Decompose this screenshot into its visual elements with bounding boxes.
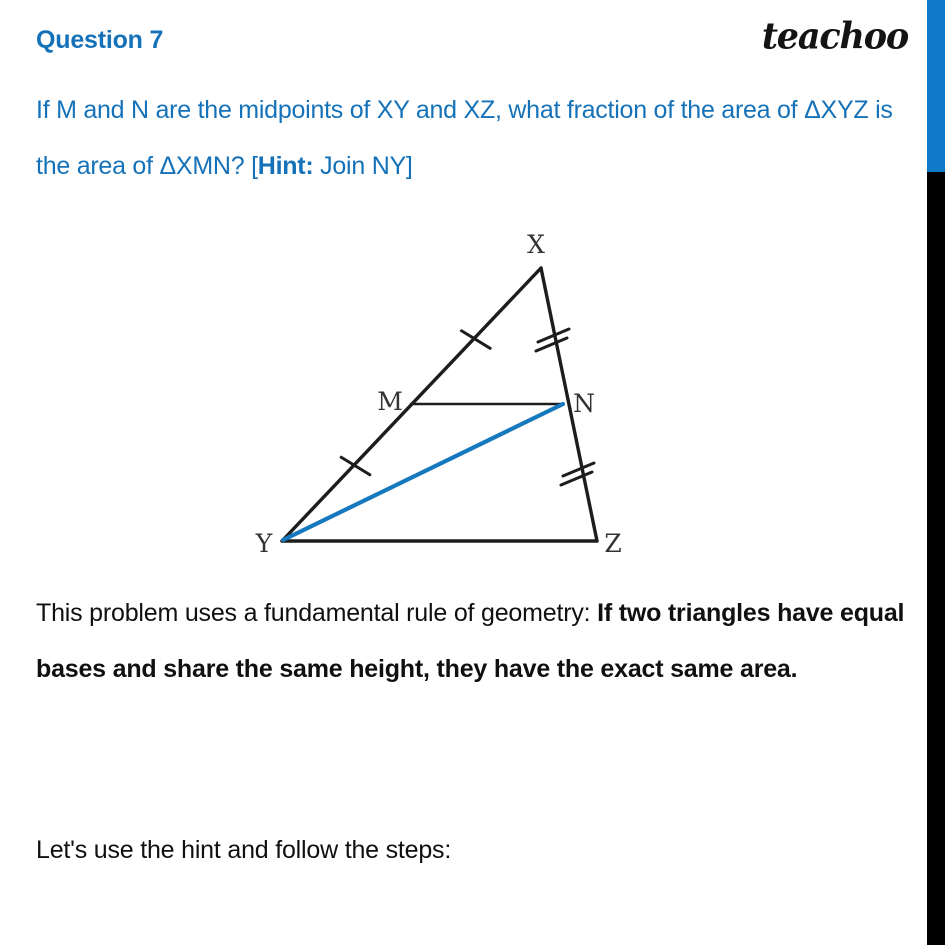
vertex-label-z: Z <box>604 529 622 558</box>
scrollbar-track[interactable] <box>927 0 945 945</box>
vertex-label-x: X <box>527 230 545 259</box>
steps-intro-paragraph <box>36 822 920 878</box>
tick-mark-nz-double <box>561 463 594 485</box>
triangle-diagram-svg <box>0 205 927 585</box>
explanation-emphasis-text: If two triangles have equal bases and share the same height, they have the exact same area. <box>36 599 905 683</box>
question-statement <box>36 82 920 194</box>
vertex-label-m: M <box>377 387 403 416</box>
steps-intro-text: Let's use the hint and follow the steps: <box>36 836 452 864</box>
question-text-part-2: Join NY] <box>313 152 413 180</box>
vertex-label-y: Y <box>255 529 273 558</box>
page-title: Question 7 <box>36 26 164 54</box>
question-text-part-1: If M and N are the midpoints of XY and XZ, what fraction of the area of ΔXYZ is the area of ΔXMN? [ <box>36 96 893 180</box>
segment-ny-construction <box>283 404 563 540</box>
hint-label: Hint: <box>257 152 314 180</box>
explanation-intro-text: This problem uses a fundamental rule of geometry: <box>36 599 598 627</box>
vertex-label-n: N <box>573 389 595 418</box>
teachoo-logo: teachoo <box>761 15 908 58</box>
page-header <box>0 0 927 78</box>
explanation-paragraph <box>36 585 920 697</box>
scrollbar-thumb[interactable] <box>927 0 945 172</box>
geometry-figure <box>0 205 927 585</box>
